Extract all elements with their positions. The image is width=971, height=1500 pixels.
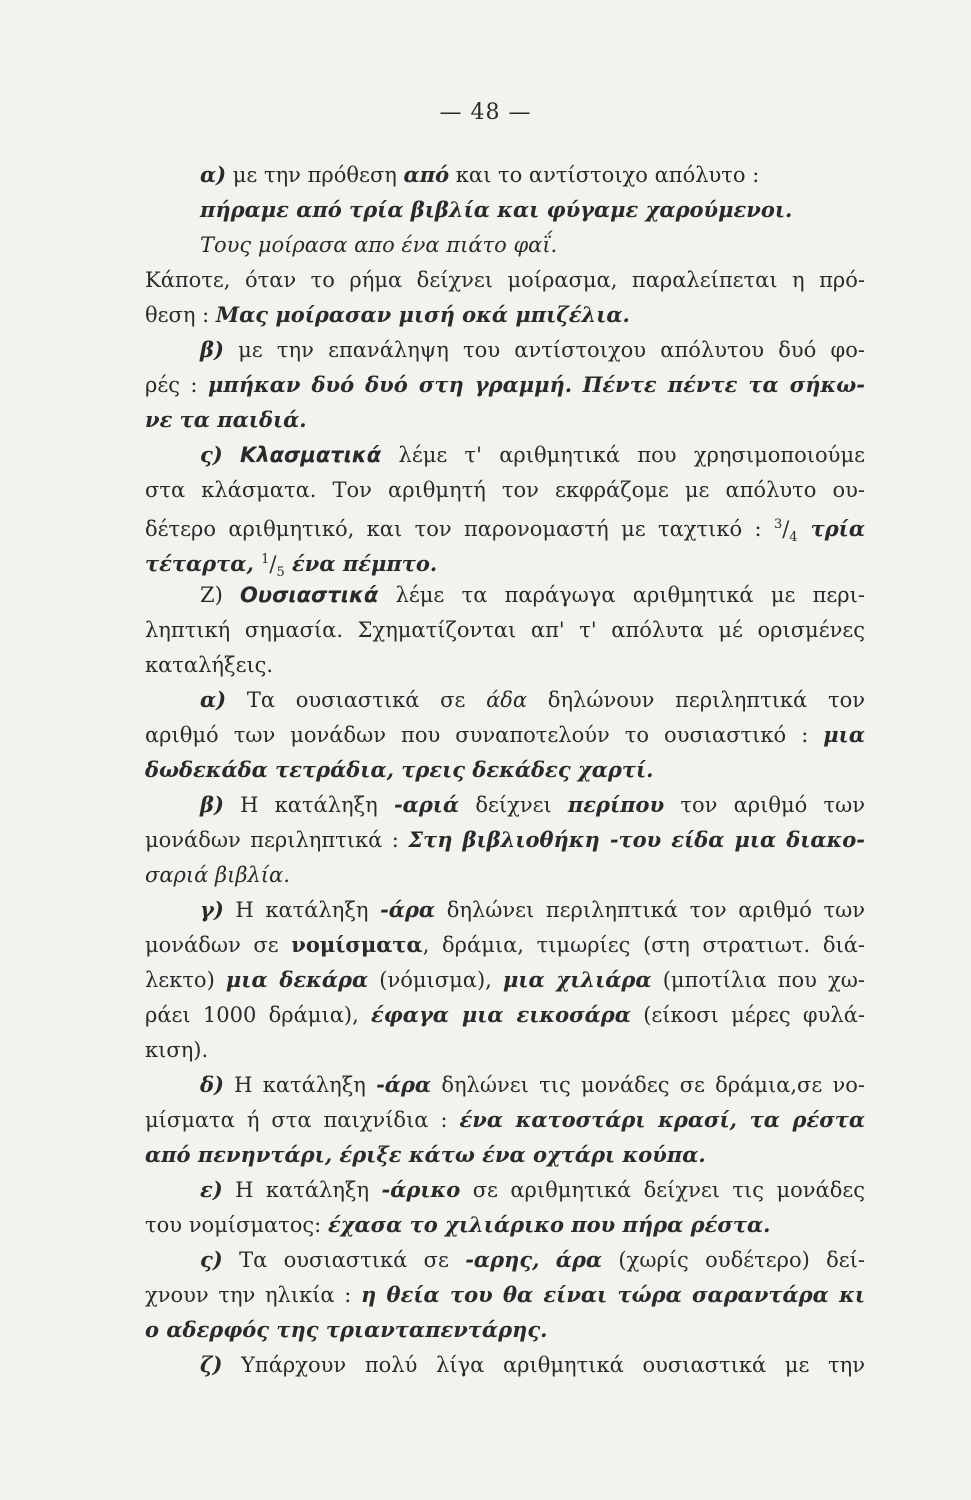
text-line: ζ) Υπάρχουν πολύ λίγα αριθμητικά ουσιαστικά με την [200,1352,865,1377]
text-line: Κάποτε, όταν το ρήμα δείχνει μοίρασμα, παραλείπεται η πρό- [145,268,865,292]
text-line: ς) Κλασματικά λέμε τ' αριθμητικά που χρησιμοποιούμε [200,442,865,467]
text-line: τέταρτα, $^1/_5$ ένα πέμπτο. [145,551,438,581]
text-line: πήραμε από τρία βιβλία και φύγαμε χαρούμενοι. [200,197,793,222]
text-line: ράει 1000 δράμια), έφαγα μια εικοσάρα (είκοσι μέρες φυλά- [145,1002,865,1027]
text-line: ρές : μπήκαν δυό δυό στη γραμμή. Πέντε πέντε τα σήκω- [145,372,865,397]
text-line: σαριά βιβλία. [145,863,290,887]
text-line: λεκτο) μια δεκάρα (νόμισμα), μια χιλιάρα (μποτίλια που χω- [145,967,865,992]
text-line: β) Η κατάληξη -αριά δείχνει περίπου τον αριθμό των [200,792,865,817]
section-heading: Κλασματικά [240,443,382,467]
text-line: δ) Η κατάληξη -άρα δηλώνει τις μονάδες σε δράμια,σε νο- [200,1072,865,1097]
text-line: δέτερο αριθμητικό, και τον παρονομαστή με ταχτικό : $^3/_4$ τρία [145,516,865,546]
text-line: β) με την επανάληψη του αντίστοιχου απόλυτου δυό φο- [200,337,865,362]
text-line: μονάδων περιληπτικά : Στη βιβλιοθήκη -του είδα μια διακο- [145,827,866,852]
text-line: α) Τα ουσιαστικά σε άδα δηλώνουν περιληπτικά τον [200,687,865,712]
text-line: Τους μοίρασα απο ένα πιάτο φαΐ. [200,233,558,257]
text-line: Ζ) Ουσιαστικά λέμε τα παράγωγα αριθμητικά με περι- [200,583,865,607]
text-line: στα κλάσματα. Τον αριθμητή τον εκφράζομε με απόλυτο ου- [145,478,865,502]
text-line: α) με την πρόθεση από και το αντίστοιχο απόλυτο : [200,162,760,187]
text-line: δωδεκάδα τετράδια, τρεις δεκάδες χαρτί. [145,757,654,782]
text-line: καταλήξεις. [145,653,274,677]
text-line: ε) Η κατάληξη -άρικο σε αριθμητικά δείχνει τις μονάδες [200,1177,866,1202]
text-line: από πενηντάρι, έριξε κάτω ένα οχτάρι κούπα. [145,1142,706,1167]
text-line: ς) Τα ουσιαστικά σε -αρης, άρα (χωρίς ουδέτερο) δεί- [200,1247,865,1272]
text-line: μίσματα ή στα παιχνίδια : ένα κατοστάρι κρασί, τα ρέστα [145,1107,866,1132]
text-line: κιση). [145,1038,209,1062]
text-line: του νομίσματος: έχασα το χιλιάρικο που πήρα ρέστα. [145,1212,771,1237]
text-line: γ) Η κατάληξη -άρα δηλώνει περιληπτικά τον αριθμό των [200,897,866,922]
text-line: χνουν την ηλικία : η θεία του θα είναι τώρα σαραντάρα κι [145,1282,865,1307]
text-line: μονάδων σε νομίσματα, δράμια, τιμωρίες (στη στρατιωτ. διά- [145,932,865,957]
text-line: αριθμό των μονάδων που συναποτελούν το ουσιαστικό : μια [145,722,865,747]
text-line: ο αδερφός της τριανταπεντάρης. [145,1317,548,1342]
text-line: νε τα παιδιά. [145,407,307,432]
text-line: ληπτική σημασία. Σχηματίζονται απ' τ' απόλυτα μέ ορισμένες [145,618,865,642]
section-heading: Ουσιαστικά [240,583,379,607]
text-line: θεση : Μας μοίρασαν μισή οκά μπιζέλια. [145,302,630,327]
page-number: — 48 — [439,100,532,125]
